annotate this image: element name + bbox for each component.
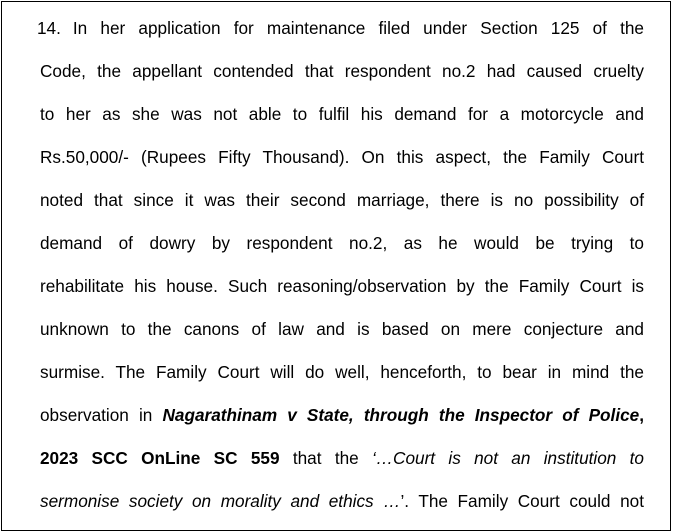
text-segment: sermonise society on morality and ethics …	[40, 491, 401, 511]
text-segment: ’. The Family Court could not	[400, 491, 644, 511]
paragraph-line	[40, 487, 644, 530]
text-segment: rehabilitate his house. Such reasoning/observation by the Family Court is	[40, 276, 644, 296]
paragraph-line	[40, 143, 644, 186]
text-segment: surmise. The Family Court will do well, henceforth, to bear in mind the	[40, 362, 644, 382]
text-segment: Rs.50,000/- (Rupees Fifty Thousand). On this aspect, the Family Court	[40, 147, 644, 167]
paragraph-line	[40, 315, 644, 358]
text-segment: observation in	[40, 405, 163, 425]
text-segment: to her as she was not able to fulfil his demand for a motorcycle and	[40, 104, 644, 124]
paragraph-number: 14.	[37, 18, 61, 38]
paragraph-line	[40, 272, 644, 315]
paragraph-line	[40, 57, 644, 100]
text-segment: demand of dowry by respondent no.2, as he would be trying to	[40, 233, 644, 253]
text-segment: 2023 SCC OnLine SC 559	[40, 448, 280, 468]
judgment-paragraph	[37, 14, 644, 530]
text-segment: Code, the appellant contended that respondent no.2 had caused cruelty	[40, 61, 644, 81]
text-segment: ‘…Court is not an institution to	[372, 448, 644, 468]
paragraph-line	[40, 186, 644, 229]
paragraph-line	[40, 401, 644, 444]
paragraph-line	[40, 444, 644, 487]
text-segment: unknown to the canons of law and is based on mere conjecture and	[40, 319, 644, 339]
text-segment: In her application for maintenance filed under Section 125 of the	[72, 18, 644, 38]
text-segment: ,	[639, 405, 644, 425]
text-segment: Nagarathinam v State, through the Inspector of Police	[162, 405, 640, 425]
paragraph-line	[37, 14, 644, 57]
text-segment: that the	[279, 448, 373, 468]
paragraph-line	[40, 229, 644, 272]
paragraph-line	[40, 100, 644, 143]
paragraph-line	[40, 358, 644, 401]
text-segment: noted that since it was their second marriage, there is no possibility of	[40, 190, 644, 210]
